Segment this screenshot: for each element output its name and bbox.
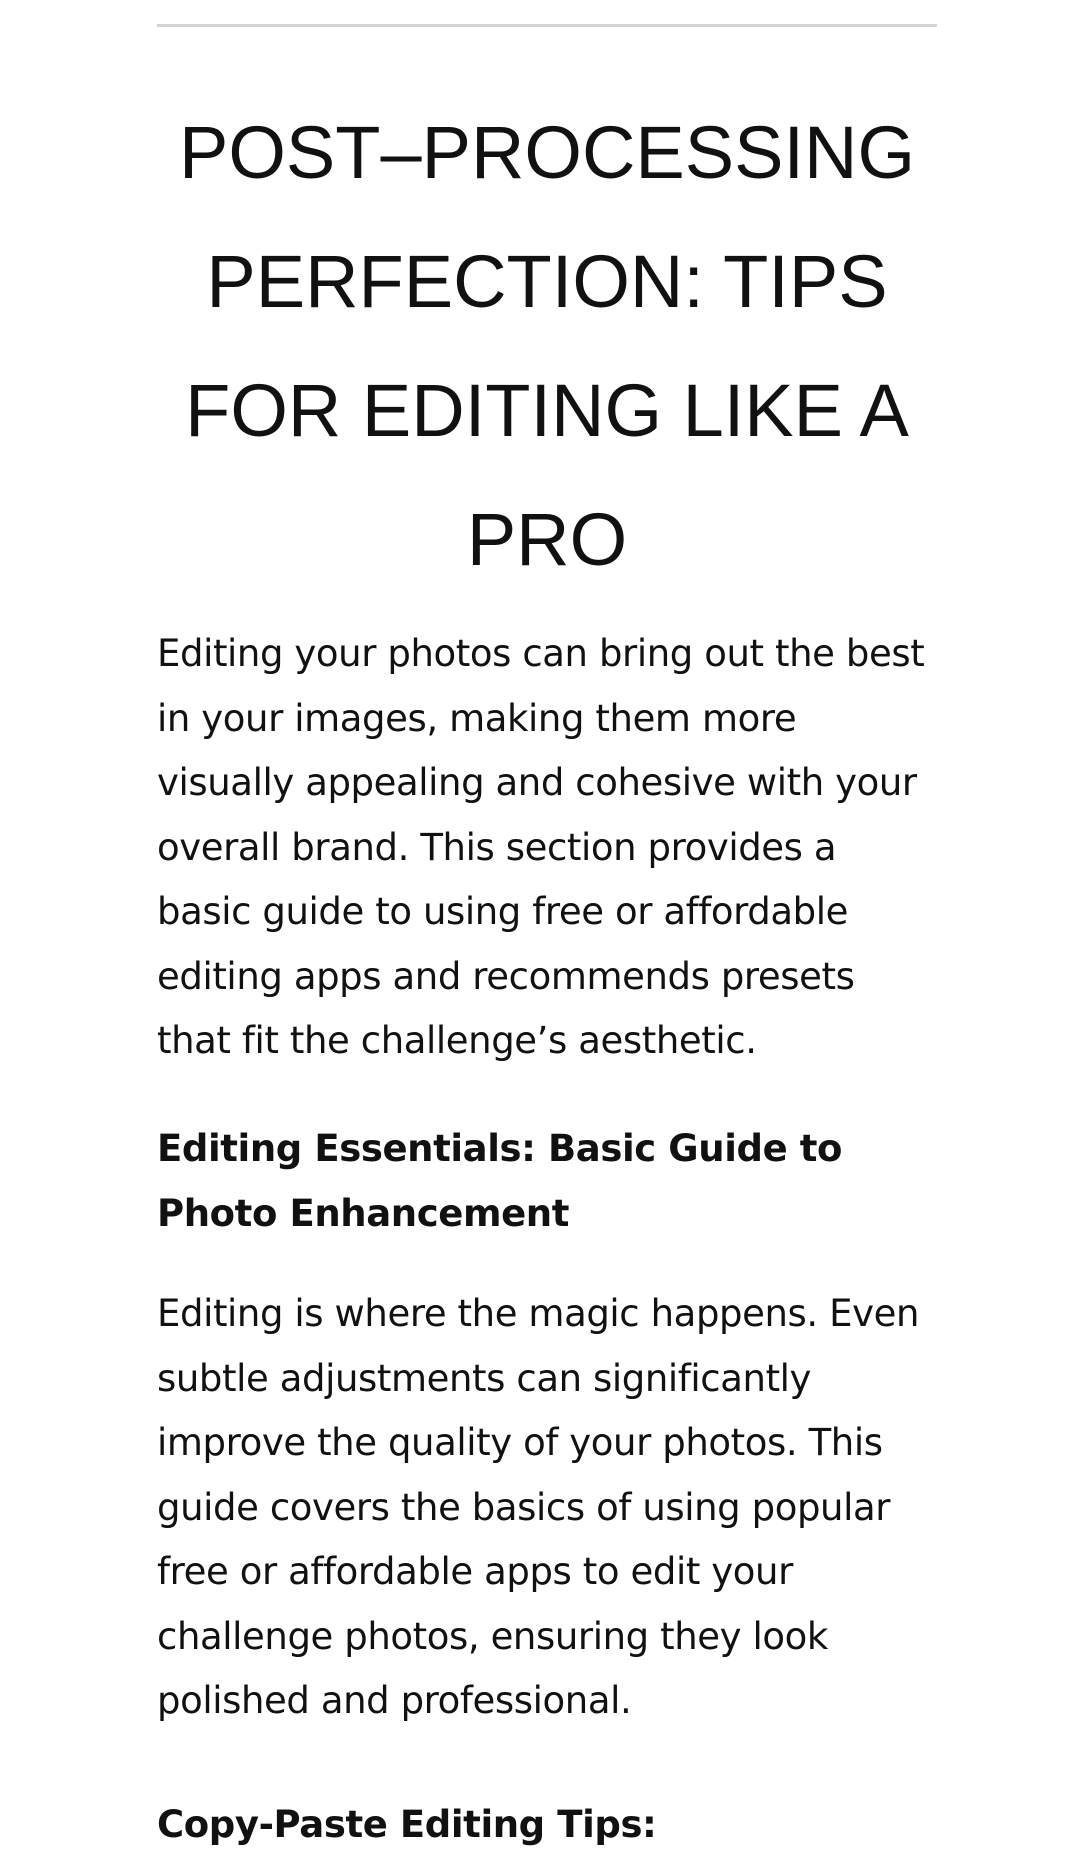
tips-subheading: Copy-Paste Editing Tips: bbox=[157, 1803, 657, 1846]
intro-paragraph: Editing your photos can bring out the best in your images, making them more visually appealing and cohesive with your overall brand. This section provides a basic guide to using free or affordable editing apps and recommends presets that fit the challenge’s aesthetic. bbox=[157, 632, 925, 1062]
article-title: POST–PROCESSING PERFECTION: TIPS FOR EDITING LIKE A PRO bbox=[178, 111, 916, 581]
section-body-paragraph: Editing is where the magic happens. Even subtle adjustments can significantly improve the quality of your photos. This guide covers the basics of using popular free or affordable apps to edit your challenge photos, ensuring they look polished and professional. bbox=[157, 1292, 920, 1722]
top-divider bbox=[157, 24, 937, 27]
section-heading: Editing Essentials: Basic Guide to Photo Enhancement bbox=[157, 1127, 843, 1235]
